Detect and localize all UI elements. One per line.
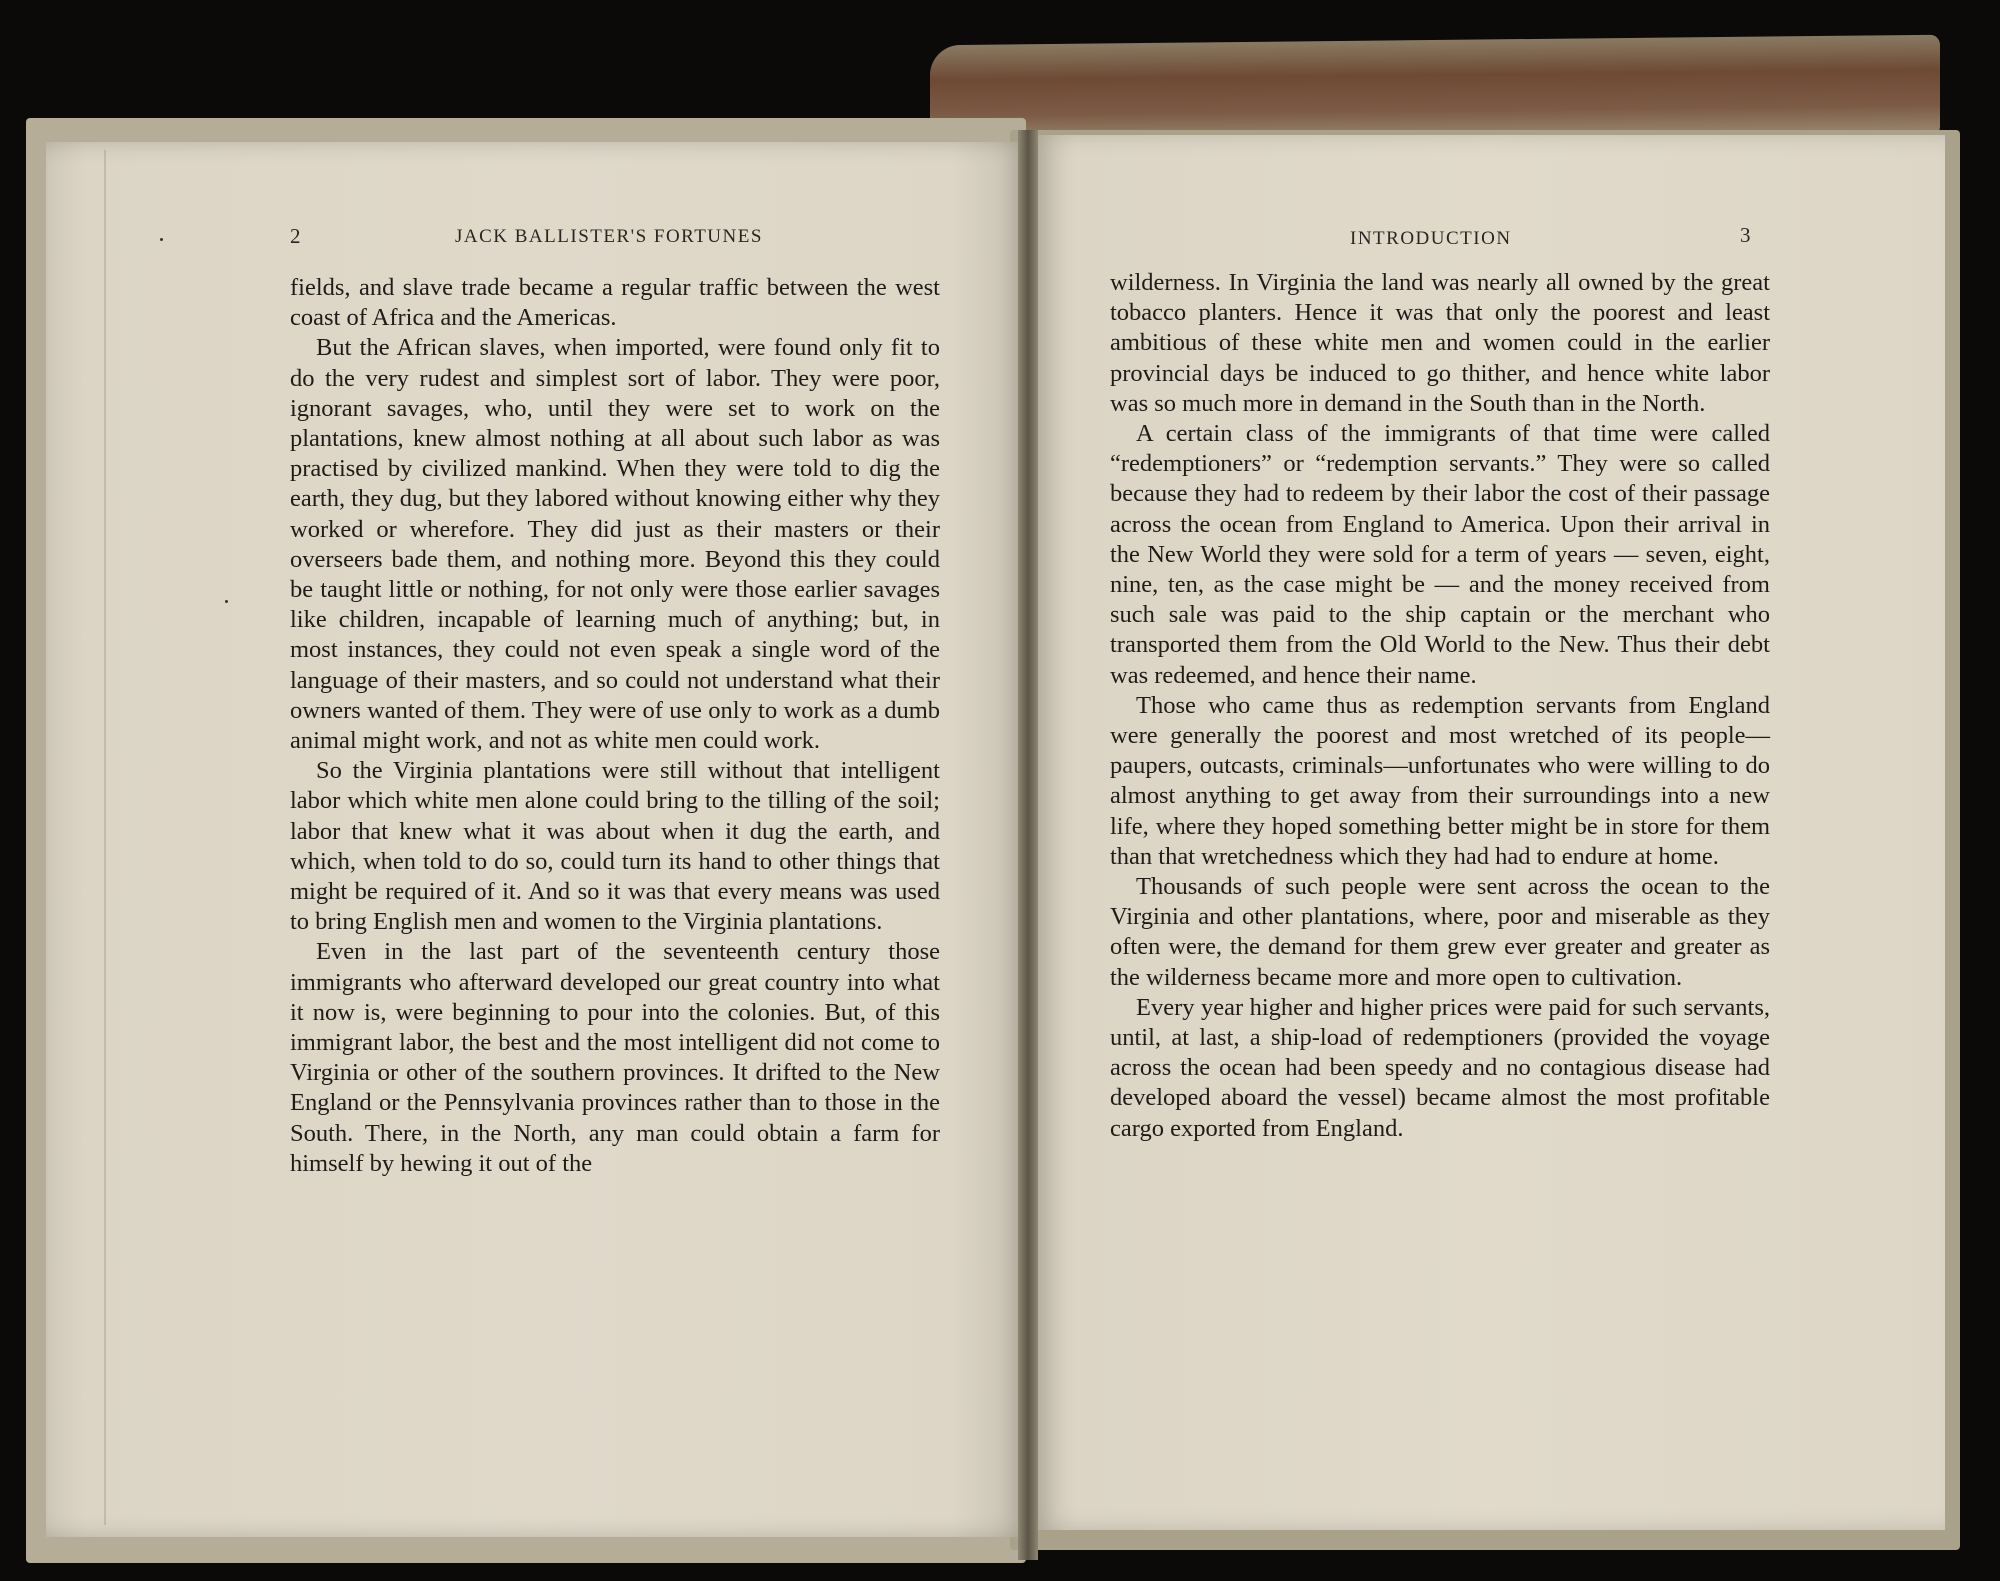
- left-page-number: 2: [290, 224, 301, 248]
- right-page-text: [1110, 268, 1770, 1144]
- paragraph: Thousands of such people were sent across the ocean to the Virginia and other plantations, where, poor and miserable as they often were, the demand for them grew ever greater and greater as the wilderness became more and more open to cultivation.: [1110, 873, 1770, 991]
- paragraph: fields, and slave trade became a regular traffic between the west coast of Africa and the Americas.: [290, 274, 940, 332]
- left-running-head: JACK BALLISTER'S FORTUNES: [455, 226, 763, 247]
- paragraph: Those who came thus as redemption servants from England were generally the poorest and most wretched of its people—paupers, outcasts, criminals—unfortunates who were willing to do almost anything to get away from their surroundings into a new life, where they hoped something better might be in store for them than that wretchedness which they had had to endure at home.: [1110, 691, 1770, 870]
- paragraph: Every year higher and higher prices were paid for such servants, until, at last, a ship-load of redemptioners (provided the voyage across the ocean had been speedy and no contagious disease had developed aboard the vessel) became almost the most profitable cargo exported from England.: [1110, 993, 1770, 1142]
- paragraph: But the African slaves, when imported, were found only fit to do the very rudest and simplest sort of labor. They were poor, ignorant savages, who, until they were set to work on the plantations, knew almost nothing at all about such labor as was practised by civilized mankind. When they were told to dig the earth, they dug, but they labored without knowing either why they worked or wherefore. They did just as their masters or their overseers bade them, and nothing more. Beyond this they could be taught little or nothing, for not only were those earlier savages like children, incapable of learning much of anything; but, in most instances, they could not even speak a single word of the language of their masters, and so could not understand what their owners wanted of them. They were of use only to work as a dumb animal might work, and not as white men could work.: [290, 334, 940, 755]
- right-running-head: INTRODUCTION: [1350, 228, 1512, 249]
- book-gutter: [1018, 130, 1038, 1560]
- right-page-number: 3: [1740, 223, 1751, 247]
- speck: [225, 600, 228, 603]
- left-page-edge-line: [104, 150, 106, 1525]
- paragraph: So the Virginia plantations were still without that intelligent labor which white men alone could bring to the tilling of the soil; labor that knew what it was about when it dug the earth, and which, when told to do so, could turn its hand to other things that might be required of it. And so it was that every means was used to bring English men and women to the Virginia plantations.: [290, 757, 940, 936]
- paragraph: A certain class of the immigrants of that time were called “redemptioners” or “redemption servants.” They were so called because they had to redeem by their labor the cost of their passage across the ocean from England to America. Upon their arrival in the New World they were sold for a term of years — seven, eight, nine, ten, as the case might be — and the money received from such sale was paid to the ship captain or the merchant who transported them from the Old World to the New. Thus their debt was redeemed, and hence their name.: [1110, 420, 1770, 689]
- speck: [160, 238, 163, 241]
- book-top-edge: [930, 35, 1940, 146]
- left-page-text: [290, 273, 940, 1179]
- paragraph: Even in the last part of the seventeenth century those immigrants who afterward developed our great country into what it now is, were beginning to pour into the colonies. But, of this immigrant labor, the best and the most intelligent did not come to Virginia or other of the southern provinces. It drifted to the New England or the Pennsylvania provinces rather than to those in the South. There, in the North, any man could obtain a farm for himself by hewing it out of the: [290, 938, 940, 1177]
- paragraph: wilderness. In Virginia the land was nearly all owned by the great tobacco planters. Hence it was that only the poorest and least ambitious of these white men and women could in the earlier provincial days be induced to go thither, and hence white labor was so much more in demand in the South than in the North.: [1110, 269, 1770, 417]
